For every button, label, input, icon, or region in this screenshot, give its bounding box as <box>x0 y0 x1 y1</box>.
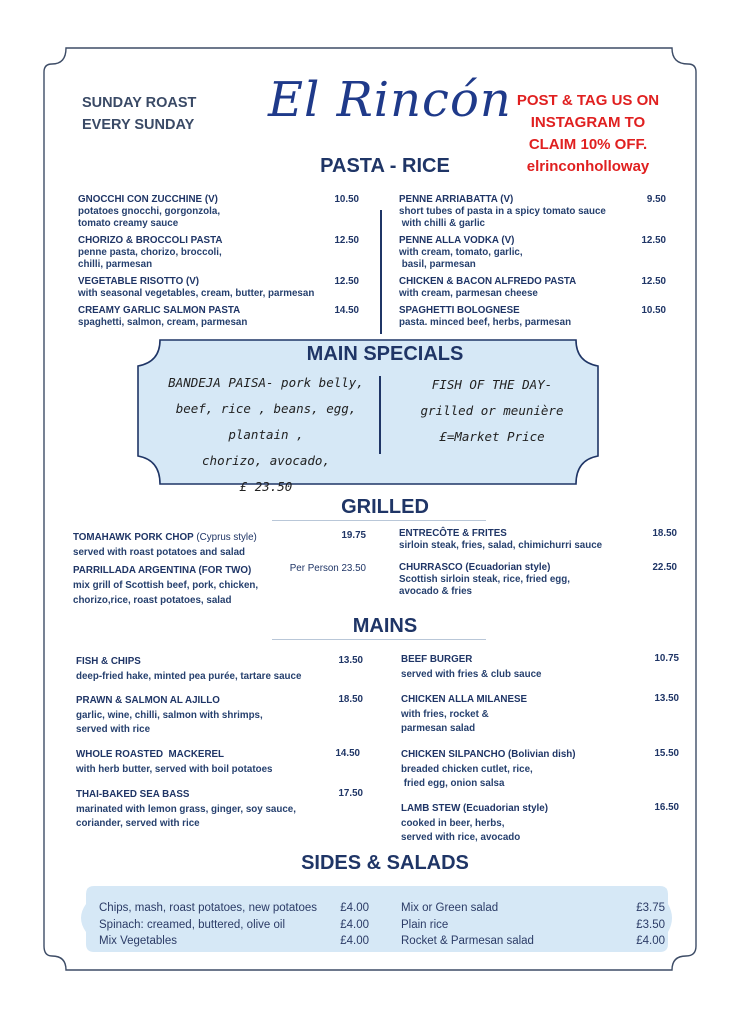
item-name: TOMAHAWK PORK CHOP <box>73 532 194 543</box>
item-desc: basil, parmesan <box>399 259 476 270</box>
grilled-item <box>399 528 649 552</box>
special-fish-of-day <box>392 372 592 450</box>
pasta-divider <box>380 210 382 334</box>
item-desc: with cream, parmesan cheese <box>399 288 538 299</box>
item-price: 12.50 <box>641 276 666 287</box>
special-price: £=Market Price <box>439 429 545 444</box>
item-desc: cooked in beer, herbs, <box>401 817 505 829</box>
pasta-item <box>399 276 639 300</box>
item-desc: with cream, tomato, garlic, <box>399 247 523 258</box>
item-name: PARRILLADA ARGENTINA (FOR TWO) <box>73 565 252 576</box>
item-name: PENNE ARRIABATTA (V) <box>399 194 514 205</box>
sides-left-list <box>99 900 369 950</box>
item-price: 10.75 <box>654 653 679 664</box>
item-desc: mix grill of Scottish beef, pork, chicken, <box>73 580 259 591</box>
restaurant-logo: El Rincón <box>268 72 512 128</box>
item-price: 9.50 <box>646 194 666 205</box>
sunday-line-2: EVERY SUNDAY <box>82 117 195 133</box>
sides-right-list <box>401 900 665 950</box>
specials-title: MAIN SPECIALS <box>306 343 464 365</box>
item-desc: chorizo,rice, roast potatoes, salad <box>73 595 232 606</box>
item-price: 10.50 <box>334 194 359 205</box>
item-desc: deep-fried hake, minted pea purée, tartare sauce <box>76 670 302 682</box>
side-item <box>99 917 369 934</box>
item-price: 18.50 <box>652 528 677 539</box>
side-name: Rocket & Parmesan salad <box>401 935 534 947</box>
promo-line-2: INSTAGRAM TO <box>530 114 646 131</box>
side-name: Plain rice <box>401 918 449 931</box>
item-name: CREAMY GARLIC SALMON PASTA <box>78 305 241 316</box>
item-price: 10.50 <box>641 305 666 316</box>
side-item <box>401 917 665 934</box>
item-name: CHICKEN & BACON ALFREDO PASTA <box>399 276 577 287</box>
item-desc: tomato creamy sauce <box>78 218 179 229</box>
item-price: 12.50 <box>641 235 666 246</box>
pasta-item <box>399 194 639 230</box>
item-name: CHICKEN ALLA MILANESE <box>401 694 528 705</box>
item-name: PENNE ALLA VODKA (V) <box>399 235 515 246</box>
item-name: CHICKEN SILPANCHO (Bolivian dish) <box>401 749 576 760</box>
item-desc: with fries, rocket & <box>401 708 489 720</box>
item-name: SPAGHETTI BOLOGNESE <box>399 305 520 316</box>
side-item <box>401 900 665 917</box>
special-line: FISH OF THE DAY- <box>431 377 553 392</box>
mains-underline <box>272 639 486 640</box>
side-name: Mix or Green salad <box>401 902 499 914</box>
side-name: Chips, mash, roast potatoes, new potatoes <box>99 902 317 914</box>
promo-line-3: CLAIM 10% OFF. <box>528 136 648 153</box>
item-name: CHORIZO & BROCCOLI PASTA <box>78 235 223 246</box>
item-name: CHURRASCO (Ecuadorian style) <box>399 562 551 573</box>
promo-handle: elrinconholloway <box>526 158 650 175</box>
item-name: PRAWN & SALMON AL AJILLO <box>76 695 220 706</box>
item-desc: with seasonal vegetables, cream, butter, parmesan <box>78 288 315 299</box>
side-item <box>99 900 369 917</box>
item-desc: breaded chicken cutlet, rice, <box>401 763 533 775</box>
item-desc: with herb butter, served with boil potatoes <box>76 763 273 775</box>
grilled-item <box>399 562 649 598</box>
item-desc: avocado & fries <box>399 586 472 597</box>
grilled-section-title: GRILLED <box>341 496 429 518</box>
mains-section-title: MAINS <box>352 615 418 637</box>
item-price: 14.50 <box>335 748 360 759</box>
side-price: £3.50 <box>636 918 665 931</box>
special-line: chorizo, avocado, <box>202 453 330 468</box>
item-price: 13.50 <box>338 655 363 666</box>
item-desc: with chilli & garlic <box>399 218 486 229</box>
item-name: BEEF BURGER <box>401 654 473 665</box>
item-name: THAI-BAKED SEA BASS <box>76 789 190 800</box>
sunday-roast-notice <box>82 92 232 136</box>
side-price: £3.75 <box>636 902 665 914</box>
item-price: 18.50 <box>338 694 363 705</box>
item-desc: penne pasta, chorizo, broccoli, <box>78 247 222 258</box>
item-desc: garlic, wine, chilli, salmon with shrimps, <box>76 709 263 721</box>
special-line: BANDEJA PAISA- pork belly, <box>168 375 364 390</box>
item-desc: fried egg, onion salsa <box>401 778 505 789</box>
item-desc: spaghetti, salmon, cream, parmesan <box>78 317 248 328</box>
side-price: £4.00 <box>340 935 369 947</box>
special-price: £ 23.50 <box>239 479 293 494</box>
item-desc: short tubes of pasta in a spicy tomato sauce <box>399 206 606 217</box>
item-price: 19.75 <box>341 530 366 541</box>
item-price: Per Person 23.50 <box>289 563 366 574</box>
item-price: 13.50 <box>654 693 679 704</box>
promo-line-1: POST & TAG US ON <box>516 92 660 109</box>
mains-item <box>401 653 631 682</box>
sunday-line-1: SUNDAY ROAST <box>82 95 197 111</box>
item-desc: potatoes gnocchi, gorgonzola, <box>78 206 221 217</box>
mains-item <box>401 802 631 846</box>
item-desc: Scottish sirloin steak, rice, fried egg, <box>399 574 570 585</box>
item-name: VEGETABLE RISOTTO (V) <box>78 276 200 287</box>
item-desc: served with rice, avocado <box>401 832 521 843</box>
item-price: 12.50 <box>334 276 359 287</box>
item-name-extra: (Cyprus style) <box>193 532 257 543</box>
item-price: 12.50 <box>334 235 359 246</box>
item-price: 17.50 <box>338 788 363 799</box>
item-desc: pasta. minced beef, herbs, parmesan <box>399 317 572 328</box>
pasta-item <box>399 235 639 271</box>
item-desc: parmesan salad <box>401 723 476 734</box>
item-name: WHOLE ROASTED MACKEREL <box>76 749 225 760</box>
side-price: £4.00 <box>636 935 665 947</box>
item-price: 22.50 <box>652 562 677 573</box>
item-desc: sirloin steak, fries, salad, chimichurri sauce <box>399 540 603 551</box>
item-name: LAMB STEW (Ecuadorian style) <box>401 803 548 814</box>
special-bandeja-paisa <box>150 370 382 500</box>
item-price: 14.50 <box>334 305 359 316</box>
item-name: GNOCCHI CON ZUCCHINE (V) <box>78 194 218 205</box>
item-desc: served with rice <box>76 724 151 735</box>
item-price: 15.50 <box>654 748 679 759</box>
side-price: £4.00 <box>340 918 369 931</box>
instagram-promo <box>490 90 686 178</box>
pasta-section-title: PASTA - RICE <box>320 155 450 177</box>
item-desc: coriander, served with rice <box>76 818 200 829</box>
side-item <box>99 933 369 950</box>
item-name: FISH & CHIPS <box>76 656 141 667</box>
side-name: Mix Vegetables <box>99 935 177 947</box>
special-line: beef, rice , beans, egg, plantain , <box>175 401 357 442</box>
item-desc: chilli, parmesan <box>78 259 153 270</box>
item-price: 16.50 <box>654 802 679 813</box>
side-item <box>401 933 665 950</box>
mains-item <box>401 748 631 792</box>
side-name: Spinach: creamed, buttered, olive oil <box>99 918 286 931</box>
side-price: £4.00 <box>340 902 369 914</box>
mains-item <box>401 693 631 737</box>
special-line: grilled or meunière <box>420 403 564 418</box>
item-desc: marinated with lemon grass, ginger, soy sauce, <box>76 803 296 815</box>
grilled-underline <box>272 520 486 521</box>
item-desc: served with fries & club sauce <box>401 668 542 680</box>
pasta-item <box>399 305 639 329</box>
sides-section-title: SIDES & SALADS <box>301 852 469 874</box>
item-name: ENTRECÔTE & FRITES <box>399 528 507 539</box>
item-desc: served with roast potatoes and salad <box>73 547 246 558</box>
